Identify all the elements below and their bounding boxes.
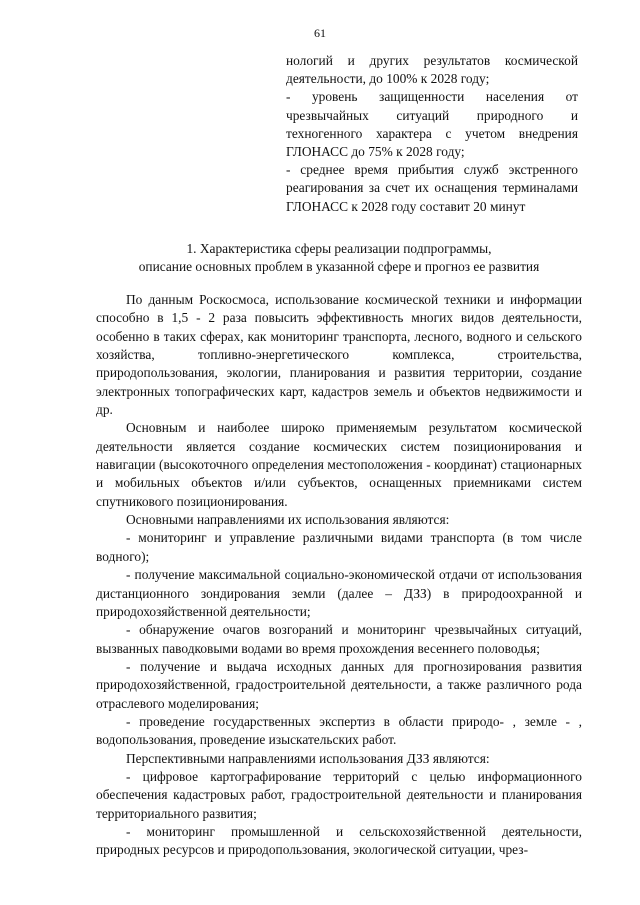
paragraph: По данным Роскосмоса, использование космической техники и информации способно в 1,5 - 2 раза повысить эффективность многих видов деятельности, особенно в таких сферах, как мониторинг транспорта, лесного, водного и сельского хозяйства, топливно-энергетического комплекса, строительства, природопользования, экологии, планирования и развития территории, создание электронных топографических карт, кадастров земель и объектов недвижимости и др. (96, 292, 582, 418)
paragraph: - проведение государственных экспертиз в области природо- , земле - , водопользования, проведение изыскательских работ. (96, 713, 582, 748)
section-heading-line-2: описание основных проблем в указанной сфере и прогноз ее развития (138, 259, 540, 275)
paragraph: - получение и выдача исходных данных для прогнозирования развития природохозяйственной, градостроительной деятельности, а также различного рода отраслевого моделирования; (96, 658, 582, 711)
list-item: - уровень защищенности населения от чрезвычайных ситуаций природного и техногенного характера с учетом внедрения ГЛОНАСС до 75% к 2028 году; (286, 89, 578, 160)
paragraph: - цифровое картографирование территорий с целью информационного обеспечения кадастровых работ, градостроительной деятельности и планирования территориального развития; (96, 768, 582, 821)
paragraph: Основными направлениями их использования являются: (126, 512, 450, 528)
paragraph: Основным и наиболее широко применяемым результатом космической деятельности является создание космических систем позиционирования и навигации (высокоточного определения местоположения - координат) стационарных и мобильных объектов и/или субъектов, оснащенных приемниками систем спутникового позиционирования. (96, 420, 582, 509)
page-number: 61 (314, 26, 326, 40)
paragraph: - мониторинг промышленной и сельскохозяйственной деятельности, природных ресурсов и природопользования, экологической ситуации, чрез- (96, 823, 582, 858)
continued-list-block (286, 52, 578, 216)
list-item: нологий и других результатов космической деятельности, до 100% к 2028 году; (286, 53, 578, 87)
section-heading-line-1: 1. Характеристика сферы реализации подпрограммы, (186, 241, 492, 256)
paragraph: - обнаружение очагов возгораний и мониторинг чрезвычайных ситуаций, вызванных паводковыми водами во время прохождения весеннего половодья; (96, 622, 582, 656)
body-text (96, 291, 582, 860)
section-heading (96, 240, 582, 276)
list-item: - среднее время прибытия служб экстренного реагирования за счет их оснащения терминалами ГЛОНАСС к 2028 году составит 20 минут (286, 162, 578, 214)
paragraph: - получение максимальной социально-экономической отдачи от использования дистанционного зондирования земли (далее – ДЗЗ) в природоохранной и природохозяйственной деятельности; (96, 567, 582, 619)
paragraph: - мониторинг и управление различными видами транспорта (в том числе водного); (96, 530, 582, 564)
paragraph: Перспективными направлениями использования ДЗЗ являются: (126, 750, 490, 766)
